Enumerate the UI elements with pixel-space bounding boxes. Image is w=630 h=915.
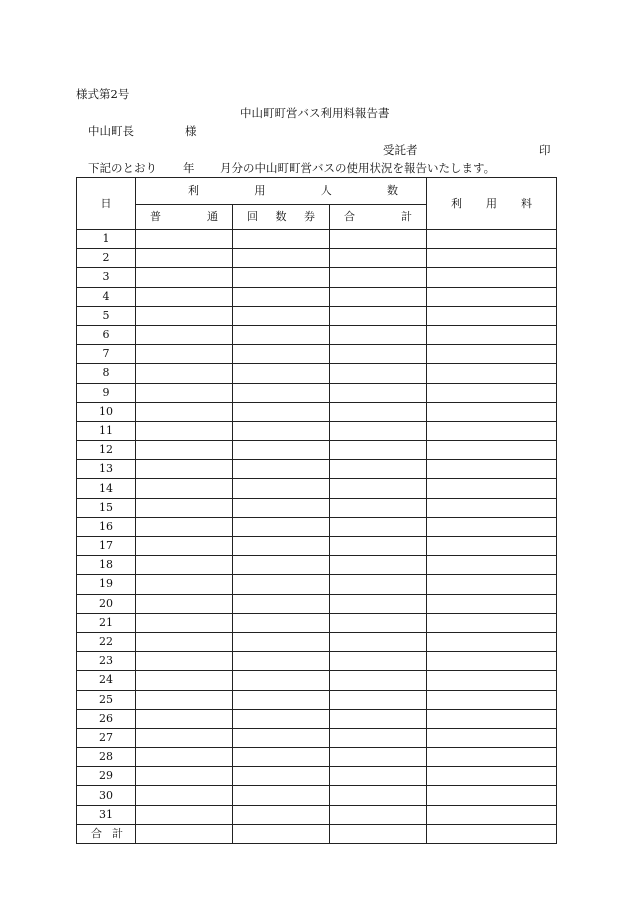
- table-row: [77, 498, 557, 517]
- coupon-cell[interactable]: [233, 383, 330, 402]
- coupon-cell[interactable]: [233, 325, 330, 344]
- regular-cell[interactable]: [136, 613, 233, 632]
- coupon-cell[interactable]: [233, 613, 330, 632]
- table-row: [77, 230, 557, 249]
- fee-header: [427, 178, 557, 230]
- regular-cell[interactable]: [136, 364, 233, 383]
- regular-cell[interactable]: [136, 690, 233, 709]
- intro-year: 年: [183, 161, 195, 175]
- subtotal-cell[interactable]: [330, 364, 427, 383]
- coupon-cell[interactable]: [233, 594, 330, 613]
- day-number: 7: [77, 345, 136, 364]
- fee-cell[interactable]: [427, 652, 557, 671]
- users-header-char: 用: [254, 184, 266, 197]
- fee-cell[interactable]: [427, 671, 557, 690]
- table-row: [77, 709, 557, 728]
- table-row: [77, 613, 557, 632]
- subtotal-cell[interactable]: [330, 345, 427, 364]
- regular-header: [136, 205, 233, 230]
- total-subtotal-cell[interactable]: [330, 824, 427, 843]
- regular-cell[interactable]: [136, 748, 233, 767]
- regular-header-char: 普: [150, 210, 161, 223]
- coupon-cell[interactable]: [233, 421, 330, 440]
- day-number: 27: [77, 728, 136, 747]
- usage-report-table: [76, 177, 557, 844]
- day-number: 13: [77, 460, 136, 479]
- day-number: 3: [77, 268, 136, 287]
- day-header: 日: [77, 178, 136, 230]
- day-number: 17: [77, 537, 136, 556]
- day-number: 1: [77, 230, 136, 249]
- total-coupon-cell[interactable]: [233, 824, 330, 843]
- subtotal-cell[interactable]: [330, 537, 427, 556]
- day-number: 24: [77, 671, 136, 690]
- day-number: 21: [77, 613, 136, 632]
- table-row: [77, 325, 557, 344]
- coupon-cell[interactable]: [233, 306, 330, 325]
- subtotal-cell[interactable]: [330, 230, 427, 249]
- coupon-cell[interactable]: [233, 556, 330, 575]
- coupon-cell[interactable]: [233, 441, 330, 460]
- day-number: 22: [77, 632, 136, 651]
- coupon-cell[interactable]: [233, 767, 330, 786]
- table-row: [77, 479, 557, 498]
- regular-cell[interactable]: [136, 498, 233, 517]
- regular-cell[interactable]: [136, 594, 233, 613]
- subtotal-cell[interactable]: [330, 325, 427, 344]
- coupon-cell[interactable]: [233, 517, 330, 536]
- addressee-honorific: 様: [185, 124, 197, 138]
- fee-header-char: 利: [451, 196, 463, 210]
- users-header-char: 人: [320, 184, 332, 197]
- regular-cell[interactable]: [136, 709, 233, 728]
- fee-cell[interactable]: [427, 517, 557, 536]
- regular-cell[interactable]: [136, 786, 233, 805]
- table-row: [77, 460, 557, 479]
- day-number: 25: [77, 690, 136, 709]
- subtotal-cell[interactable]: [330, 805, 427, 824]
- day-number: 30: [77, 786, 136, 805]
- fee-header-char: 用: [486, 196, 498, 210]
- regular-cell[interactable]: [136, 556, 233, 575]
- subtotal-cell[interactable]: [330, 498, 427, 517]
- day-number: 12: [77, 441, 136, 460]
- total-label-char: 計: [112, 826, 123, 840]
- coupon-cell[interactable]: [233, 268, 330, 287]
- table-row: [77, 786, 557, 805]
- subtotal-cell[interactable]: [330, 594, 427, 613]
- regular-cell[interactable]: [136, 230, 233, 249]
- subtotal-header-char: 合: [344, 210, 355, 223]
- table-row: [77, 517, 557, 536]
- users-header: [136, 178, 427, 205]
- coupon-cell[interactable]: [233, 345, 330, 364]
- coupon-cell[interactable]: [233, 498, 330, 517]
- fee-cell[interactable]: [427, 345, 557, 364]
- fee-cell[interactable]: [427, 594, 557, 613]
- coupon-cell[interactable]: [233, 748, 330, 767]
- coupon-header-char: 券: [304, 210, 315, 223]
- total-row: [77, 824, 557, 843]
- users-header-char: 数: [387, 184, 399, 197]
- day-number: 26: [77, 709, 136, 728]
- day-number: 16: [77, 517, 136, 536]
- table-row: [77, 383, 557, 402]
- table-row: [77, 652, 557, 671]
- coupon-header-char: 数: [275, 210, 287, 223]
- table-row: [77, 537, 557, 556]
- coupon-header: [233, 205, 330, 230]
- fee-cell[interactable]: [427, 402, 557, 421]
- table-row: [77, 594, 557, 613]
- fee-cell[interactable]: [427, 479, 557, 498]
- fee-cell[interactable]: [427, 767, 557, 786]
- coupon-cell[interactable]: [233, 230, 330, 249]
- coupon-cell[interactable]: [233, 249, 330, 268]
- total-regular-cell[interactable]: [136, 824, 233, 843]
- day-number: 5: [77, 306, 136, 325]
- table-row: [77, 690, 557, 709]
- day-number: 31: [77, 805, 136, 824]
- fee-cell[interactable]: [427, 613, 557, 632]
- regular-cell[interactable]: [136, 479, 233, 498]
- regular-cell[interactable]: [136, 421, 233, 440]
- fee-cell[interactable]: [427, 537, 557, 556]
- table-row: [77, 421, 557, 440]
- regular-cell[interactable]: [136, 728, 233, 747]
- fee-cell[interactable]: [427, 383, 557, 402]
- subtotal-cell[interactable]: [330, 690, 427, 709]
- coupon-cell[interactable]: [233, 287, 330, 306]
- coupon-cell[interactable]: [233, 652, 330, 671]
- day-number: 18: [77, 556, 136, 575]
- regular-cell[interactable]: [136, 575, 233, 594]
- day-number: 6: [77, 325, 136, 344]
- coupon-cell[interactable]: [233, 402, 330, 421]
- regular-cell[interactable]: [136, 345, 233, 364]
- page-title: 中山町町営バス利用料報告書: [240, 106, 390, 120]
- day-number: 2: [77, 249, 136, 268]
- regular-cell[interactable]: [136, 671, 233, 690]
- subtotal-cell[interactable]: [330, 748, 427, 767]
- seal-mark: 印: [539, 143, 551, 157]
- fee-cell[interactable]: [427, 441, 557, 460]
- fee-cell[interactable]: [427, 498, 557, 517]
- coupon-cell[interactable]: [233, 460, 330, 479]
- table-row: [77, 441, 557, 460]
- regular-cell[interactable]: [136, 805, 233, 824]
- regular-cell[interactable]: [136, 402, 233, 421]
- subtotal-cell[interactable]: [330, 306, 427, 325]
- fee-header-char: 料: [521, 196, 533, 210]
- subtotal-cell[interactable]: [330, 767, 427, 786]
- subtotal-cell[interactable]: [330, 728, 427, 747]
- fee-cell[interactable]: [427, 748, 557, 767]
- fee-cell[interactable]: [427, 556, 557, 575]
- total-label-char: 合: [91, 826, 102, 840]
- subtotal-cell[interactable]: [330, 709, 427, 728]
- subtotal-header: [330, 205, 427, 230]
- regular-cell[interactable]: [136, 767, 233, 786]
- regular-cell[interactable]: [136, 441, 233, 460]
- fee-cell[interactable]: [427, 287, 557, 306]
- subtotal-cell[interactable]: [330, 421, 427, 440]
- fee-cell[interactable]: [427, 632, 557, 651]
- table-row: [77, 556, 557, 575]
- users-header-char: 利: [188, 184, 199, 197]
- table-row: [77, 287, 557, 306]
- regular-cell[interactable]: [136, 460, 233, 479]
- coupon-cell[interactable]: [233, 805, 330, 824]
- fee-cell[interactable]: [427, 364, 557, 383]
- subtotal-cell[interactable]: [330, 613, 427, 632]
- fee-cell[interactable]: [427, 805, 557, 824]
- table-row: [77, 728, 557, 747]
- subtotal-cell[interactable]: [330, 402, 427, 421]
- regular-cell[interactable]: [136, 383, 233, 402]
- coupon-cell[interactable]: [233, 479, 330, 498]
- addressee-name: 中山町長: [88, 124, 134, 138]
- day-number: 19: [77, 575, 136, 594]
- table-row: [77, 345, 557, 364]
- fee-cell[interactable]: [427, 709, 557, 728]
- regular-cell[interactable]: [136, 517, 233, 536]
- fee-cell[interactable]: [427, 325, 557, 344]
- form-number: 様式第2号: [76, 87, 130, 101]
- coupon-cell[interactable]: [233, 632, 330, 651]
- subtotal-cell[interactable]: [330, 441, 427, 460]
- day-number: 29: [77, 767, 136, 786]
- subtotal-cell[interactable]: [330, 671, 427, 690]
- day-number: 14: [77, 479, 136, 498]
- table-row: [77, 632, 557, 651]
- subtotal-cell[interactable]: [330, 287, 427, 306]
- subtotal-cell[interactable]: [330, 249, 427, 268]
- regular-header-char: 通: [207, 210, 218, 223]
- coupon-header-char: 回: [247, 210, 258, 223]
- subtotal-cell[interactable]: [330, 786, 427, 805]
- table-row: [77, 306, 557, 325]
- fee-cell[interactable]: [427, 306, 557, 325]
- subtotal-cell[interactable]: [330, 479, 427, 498]
- regular-cell[interactable]: [136, 632, 233, 651]
- subtotal-cell[interactable]: [330, 517, 427, 536]
- regular-cell[interactable]: [136, 325, 233, 344]
- coupon-cell[interactable]: [233, 728, 330, 747]
- subtotal-cell[interactable]: [330, 575, 427, 594]
- subtotal-header-char: 計: [401, 210, 413, 223]
- coupon-cell[interactable]: [233, 671, 330, 690]
- fee-cell[interactable]: [427, 230, 557, 249]
- coupon-cell[interactable]: [233, 537, 330, 556]
- regular-cell[interactable]: [136, 287, 233, 306]
- table-row: [77, 575, 557, 594]
- table-row: [77, 748, 557, 767]
- trustee-label: 受託者: [383, 143, 418, 157]
- fee-cell[interactable]: [427, 690, 557, 709]
- table-row: [77, 364, 557, 383]
- coupon-cell[interactable]: [233, 690, 330, 709]
- intro-prefix: 下記のとおり: [88, 161, 157, 175]
- coupon-cell[interactable]: [233, 786, 330, 805]
- subtotal-cell[interactable]: [330, 460, 427, 479]
- fee-cell[interactable]: [427, 460, 557, 479]
- table-row: [77, 402, 557, 421]
- day-number: 28: [77, 748, 136, 767]
- regular-cell[interactable]: [136, 268, 233, 287]
- table-row: [77, 805, 557, 824]
- regular-cell[interactable]: [136, 537, 233, 556]
- table-row: [77, 671, 557, 690]
- coupon-cell[interactable]: [233, 364, 330, 383]
- subtotal-cell[interactable]: [330, 652, 427, 671]
- day-number: 11: [77, 421, 136, 440]
- fee-cell[interactable]: [427, 728, 557, 747]
- day-number: 20: [77, 594, 136, 613]
- table-row: [77, 249, 557, 268]
- coupon-cell[interactable]: [233, 575, 330, 594]
- regular-cell[interactable]: [136, 249, 233, 268]
- day-number: 15: [77, 498, 136, 517]
- subtotal-cell[interactable]: [330, 383, 427, 402]
- table-row: [77, 767, 557, 786]
- coupon-cell[interactable]: [233, 709, 330, 728]
- fee-cell[interactable]: [427, 249, 557, 268]
- regular-cell[interactable]: [136, 652, 233, 671]
- total-fee-cell[interactable]: [427, 824, 557, 843]
- day-number: 8: [77, 364, 136, 383]
- day-number: 10: [77, 402, 136, 421]
- fee-cell[interactable]: [427, 575, 557, 594]
- regular-cell[interactable]: [136, 306, 233, 325]
- fee-cell[interactable]: [427, 421, 557, 440]
- table-row: [77, 268, 557, 287]
- subtotal-cell[interactable]: [330, 268, 427, 287]
- fee-cell[interactable]: [427, 268, 557, 287]
- day-number: 9: [77, 383, 136, 402]
- intro-text: 月分の中山町町営バスの使用状況を報告いたします。: [220, 161, 496, 175]
- subtotal-cell[interactable]: [330, 632, 427, 651]
- subtotal-cell[interactable]: [330, 556, 427, 575]
- fee-cell[interactable]: [427, 786, 557, 805]
- day-number: 4: [77, 287, 136, 306]
- day-number: 23: [77, 652, 136, 671]
- total-label: [77, 824, 136, 843]
